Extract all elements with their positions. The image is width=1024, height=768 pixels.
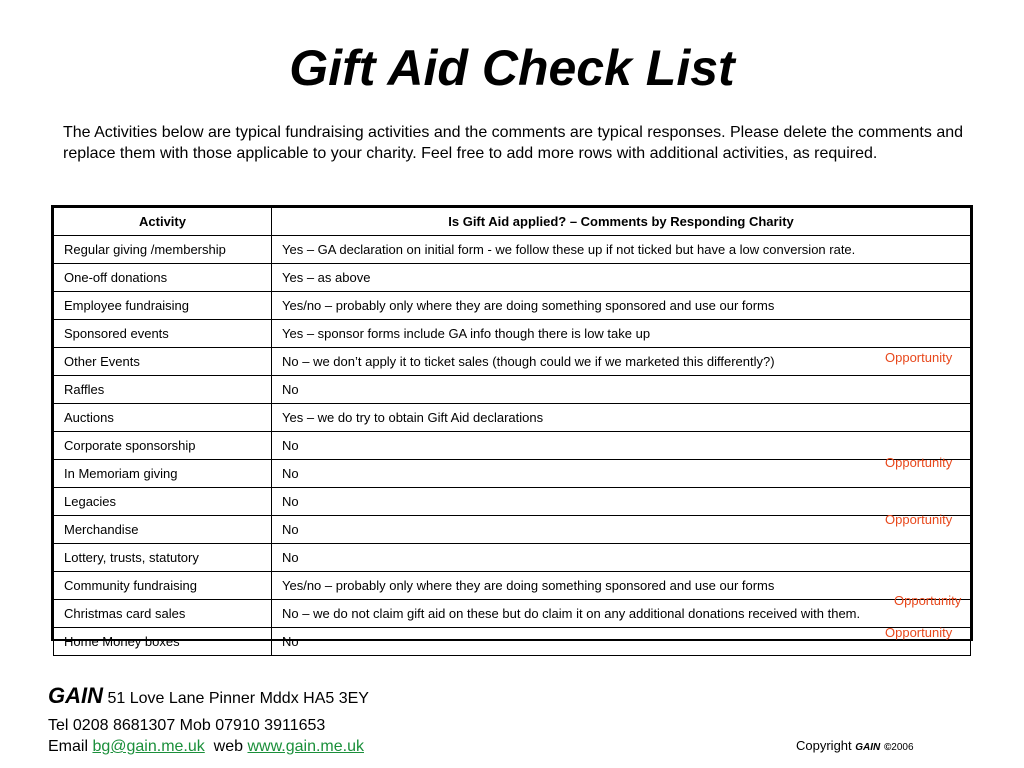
table-row: [54, 572, 971, 600]
column-header-comments: Is Gift Aid applied? – Comments by Responding Charity: [272, 208, 971, 236]
activity-cell: Christmas card sales: [54, 600, 272, 628]
table-row: [54, 404, 971, 432]
activity-cell: In Memoriam giving: [54, 460, 272, 488]
table-row: [54, 628, 971, 656]
activity-cell: Other Events: [54, 348, 272, 376]
activity-cell: Employee fundraising: [54, 292, 272, 320]
checklist-table: [53, 207, 971, 656]
table-header-row: [54, 208, 971, 236]
footer-contact-line: [48, 737, 364, 757]
table-row: [54, 488, 971, 516]
copyright-brand: GAIN: [855, 742, 881, 753]
comment-cell: No: [272, 376, 971, 404]
activity-cell: Merchandise: [54, 516, 272, 544]
table-row: [54, 600, 971, 628]
footer-phone: Tel 0208 8681307 Mob 07910 3911653: [48, 717, 326, 734]
activity-cell: Legacies: [54, 488, 272, 516]
footer-phone-line: [48, 716, 325, 736]
activity-cell: One-off donations: [54, 264, 272, 292]
footer-email-link[interactable]: bg@gain.me.uk: [92, 738, 205, 755]
comment-cell: No: [272, 460, 971, 488]
comment-cell: No – we do not claim gift aid on these but do claim it on any additional donations received with them.: [272, 600, 971, 628]
page-title: Gift Aid Check List: [289, 40, 735, 96]
activity-cell: Regular giving /membership: [54, 236, 272, 264]
copyright-notice: [796, 738, 914, 756]
comment-cell: Yes/no – probably only where they are doing something sponsored and use our forms: [272, 572, 971, 600]
table-row: [54, 264, 971, 292]
activity-cell: Lottery, trusts, statutory: [54, 544, 272, 572]
column-header-activity: Activity: [54, 208, 272, 236]
copyright-year: 2006: [891, 742, 914, 753]
comment-cell: Yes/no – probably only where they are doing something sponsored and use our forms: [272, 292, 971, 320]
footer-email-label: Email: [48, 738, 89, 755]
comment-cell: No: [272, 432, 971, 460]
comment-cell: No: [272, 488, 971, 516]
activity-cell: Community fundraising: [54, 572, 272, 600]
table-row: [54, 236, 971, 264]
comment-cell: No: [272, 544, 971, 572]
intro-paragraph: The Activities below are typical fundraising activities and the comments are typical responses. Please delete the comments and replace them with those applicable to your charity. Feel free to add more rows with additional activities, as required.: [63, 124, 964, 162]
table-row: [54, 460, 971, 488]
activity-cell: Corporate sponsorship: [54, 432, 272, 460]
opportunity-note-christmas-cards: Opportunity: [894, 593, 962, 608]
table-row: [54, 348, 971, 376]
activity-cell: Raffles: [54, 376, 272, 404]
opportunity-note-money-boxes: Opportunity: [885, 625, 953, 640]
table-row: [54, 376, 971, 404]
comment-cell: Yes – as above: [272, 264, 971, 292]
table-row: [54, 432, 971, 460]
comment-cell: Yes – GA declaration on initial form - we follow these up if not ticked but have a low conversion rate.: [272, 236, 971, 264]
footer-address: 51 Love Lane Pinner Mddx HA5 3EY: [107, 690, 369, 707]
comment-cell: No – we don’t apply it to ticket sales (though could we if we marketed this differently?): [272, 348, 971, 376]
opportunity-note-in-memoriam: Opportunity: [885, 455, 953, 470]
copyright-symbol: ©: [883, 742, 892, 753]
comment-cell: Yes – sponsor forms include GA info though there is low take up: [272, 320, 971, 348]
footer-web-label: web: [213, 738, 244, 755]
footer-address-line: [48, 683, 369, 709]
opportunity-note-other-events: Opportunity: [885, 350, 953, 365]
checklist-table-container: [51, 205, 973, 649]
opportunity-note-merchandise: Opportunity: [885, 512, 953, 527]
footer-brand: GAIN: [48, 683, 103, 708]
activity-cell: Auctions: [54, 404, 272, 432]
comment-cell: No: [272, 516, 971, 544]
table-row: [54, 292, 971, 320]
comment-cell: Yes – we do try to obtain Gift Aid declarations: [272, 404, 971, 432]
table-row: [54, 516, 971, 544]
activity-cell: Sponsored events: [54, 320, 272, 348]
table-row: [54, 544, 971, 572]
copyright-label: Copyright: [796, 738, 852, 753]
footer-web-link[interactable]: www.gain.me.uk: [247, 738, 364, 755]
activity-cell: Home Money boxes: [54, 628, 272, 656]
table-row: [54, 320, 971, 348]
comment-cell: No: [272, 628, 971, 656]
